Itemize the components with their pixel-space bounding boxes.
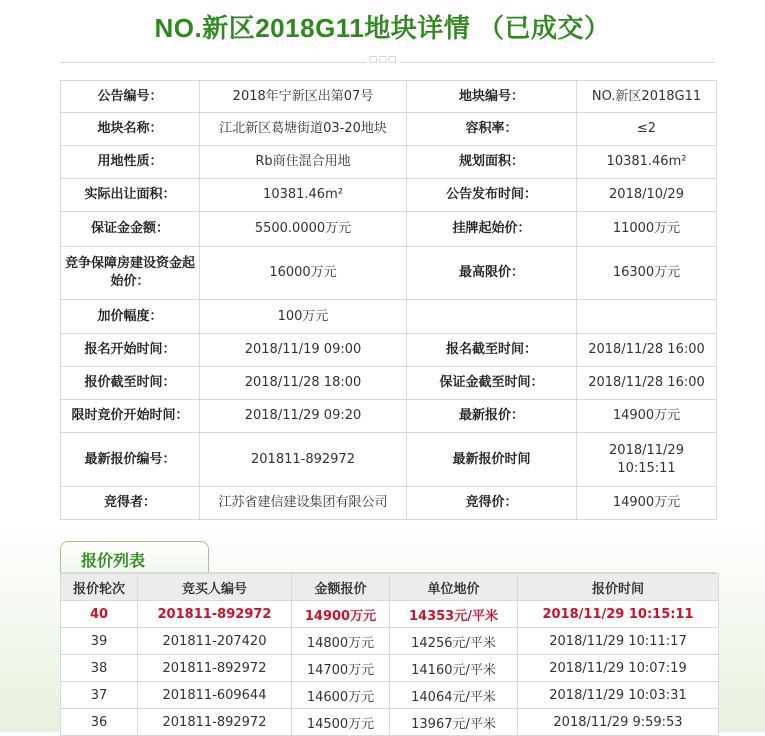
plot-ratio-value: ≤2 <box>577 113 717 146</box>
bidder-no: 201811-892972 <box>138 709 292 736</box>
bid-round: 38 <box>61 655 138 682</box>
actual-area-label: 实际出让面积： <box>61 179 200 212</box>
unit-price: 13967元/平米 <box>390 709 518 736</box>
winner-label: 竞得者： <box>61 487 200 520</box>
housing-fund-start-value: 16000万元 <box>200 247 407 300</box>
bid-time: 2018/11/29 10:07:19 <box>518 655 719 682</box>
detail-row <box>61 247 717 300</box>
bidder-no: 201811-892972 <box>138 601 292 628</box>
table-row <box>61 655 719 682</box>
planned-area-value: 10381.46m² <box>577 146 717 179</box>
bid-deadline-label: 报价截至时间： <box>61 367 200 400</box>
winner-value: 江苏省建信建设集团有限公司 <box>200 487 407 520</box>
detail-row <box>61 433 717 487</box>
col-unit-price-header: 单位地价 <box>390 574 518 601</box>
empty-value-cell <box>577 300 717 334</box>
tab-bid-list-label: 报价列表 <box>81 551 146 570</box>
unit-price: 14256元/平米 <box>390 628 518 655</box>
latest-bid-time-value: 2018/11/29 10:15:11 <box>577 433 717 487</box>
bid-amount: 14900万元 <box>292 601 390 628</box>
increment-label: 加价幅度： <box>61 300 200 334</box>
bid-amount: 14800万元 <box>292 628 390 655</box>
bid-time: 2018/11/29 10:11:17 <box>518 628 719 655</box>
empty-label-cell <box>407 300 577 334</box>
winning-price-value: 14900万元 <box>577 487 717 520</box>
detail-row <box>61 179 717 212</box>
detail-row <box>61 300 717 334</box>
increment-value: 100万元 <box>200 300 407 334</box>
bid-deadline-value: 2018/11/28 18:00 <box>200 367 407 400</box>
latest-bid-label: 最新报价： <box>407 400 577 433</box>
latest-bid-no-value: 201811-892972 <box>200 433 407 487</box>
detail-row <box>61 212 717 247</box>
table-row <box>61 628 719 655</box>
tab-bid-list[interactable] <box>60 541 209 574</box>
price-cap-value: 16300万元 <box>577 247 717 300</box>
bid-table-header <box>61 574 719 601</box>
unit-price: 14353元/平米 <box>390 601 518 628</box>
detail-row <box>61 334 717 367</box>
bid-time: 2018/11/29 9:59:53 <box>518 709 719 736</box>
divider-ornament: □□□ <box>366 55 400 69</box>
unit-price: 14160元/平米 <box>390 655 518 682</box>
bid-time: 2018/11/29 10:15:11 <box>518 601 719 628</box>
plot-ratio-label: 容积率： <box>407 113 577 146</box>
bid-time: 2018/11/29 10:03:31 <box>518 682 719 709</box>
publish-date-value: 2018/10/29 <box>577 179 717 212</box>
page-title: NO.新区2018G11地块详情 （已成交） <box>154 13 611 43</box>
bidder-no: 201811-609644 <box>138 682 292 709</box>
bidder-no: 201811-207420 <box>138 628 292 655</box>
timed-bidding-start-label: 限时竞价开始时间： <box>61 400 200 433</box>
starting-price-label: 挂牌起始价： <box>407 212 577 247</box>
publish-date-label: 公告发布时间： <box>407 179 577 212</box>
detail-row <box>61 400 717 433</box>
table-row <box>61 709 719 736</box>
detail-row <box>61 146 717 179</box>
price-cap-label: 最高限价： <box>407 247 577 300</box>
table-row <box>61 601 719 628</box>
detail-row <box>61 81 717 113</box>
bid-round: 37 <box>61 682 138 709</box>
land-use-value: Rb商住混合用地 <box>200 146 407 179</box>
winning-price-label: 竞得价： <box>407 487 577 520</box>
bidder-no: 201811-892972 <box>138 655 292 682</box>
parcel-no-value: NO.新区2018G11 <box>577 81 717 113</box>
deposit-label: 保证金金额： <box>61 212 200 247</box>
registration-end-label: 报名截至时间： <box>407 334 577 367</box>
registration-start-label: 报名开始时间： <box>61 334 200 367</box>
col-bidder-header: 竞买人编号 <box>138 574 292 601</box>
bid-list-table <box>60 573 719 736</box>
deposit-value: 5500.0000万元 <box>200 212 407 247</box>
latest-bid-time-label: 最新报价时间 <box>407 433 577 487</box>
starting-price-value: 11000万元 <box>577 212 717 247</box>
latest-bid-no-label: 最新报价编号： <box>61 433 200 487</box>
bid-round: 36 <box>61 709 138 736</box>
parcel-name-label: 地块名称： <box>61 113 200 146</box>
bid-amount: 14600万元 <box>292 682 390 709</box>
bid-round: 40 <box>61 601 138 628</box>
actual-area-value: 10381.46m² <box>200 179 407 212</box>
announcement-no-value: 2018年宁新区出第07号 <box>200 81 407 113</box>
parcel-detail-table <box>60 80 717 520</box>
col-time-header: 报价时间 <box>518 574 719 601</box>
bid-round: 39 <box>61 628 138 655</box>
deposit-deadline-label: 保证金截至时间： <box>407 367 577 400</box>
latest-bid-value: 14900万元 <box>577 400 717 433</box>
bid-amount: 14500万元 <box>292 709 390 736</box>
table-row <box>61 682 719 709</box>
housing-fund-start-label: 竞争保障房建设资金起始价： <box>61 247 200 300</box>
bid-amount: 14700万元 <box>292 655 390 682</box>
col-round-header: 报价轮次 <box>61 574 138 601</box>
parcel-name-value: 江北新区葛塘街道03-20地块 <box>200 113 407 146</box>
registration-start-value: 2018/11/19 09:00 <box>200 334 407 367</box>
col-amount-header: 金额报价 <box>292 574 390 601</box>
detail-row <box>61 113 717 146</box>
timed-bidding-start-value: 2018/11/29 09:20 <box>200 400 407 433</box>
registration-end-value: 2018/11/28 16:00 <box>577 334 717 367</box>
planned-area-label: 规划面积： <box>407 146 577 179</box>
deposit-deadline-value: 2018/11/28 16:00 <box>577 367 717 400</box>
unit-price: 14064元/平米 <box>390 682 518 709</box>
parcel-no-label: 地块编号： <box>407 81 577 113</box>
announcement-no-label: 公告编号： <box>61 81 200 113</box>
detail-row <box>61 487 717 520</box>
land-use-label: 用地性质： <box>61 146 200 179</box>
detail-row <box>61 367 717 400</box>
